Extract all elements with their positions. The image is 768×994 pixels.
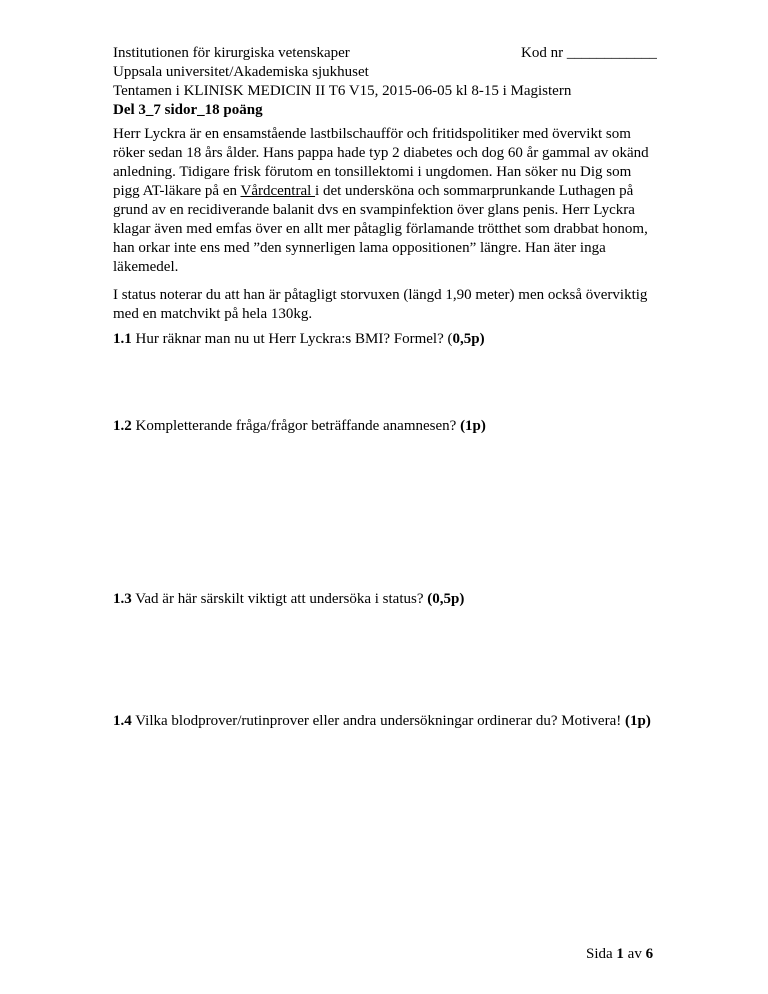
question-1-3: [113, 590, 464, 609]
case-line-text: i det undersköna och sommarprunkande Luthagen på: [315, 183, 634, 199]
question-text: Hur räknar man nu ut Herr Lyckra:s BMI? Formel? (: [131, 331, 453, 347]
exam-title: Tentamen i KLINISK MEDICIN II T6 V15, 2015-06-05 kl 8-15 i Magistern: [113, 83, 572, 99]
page-separator: av: [623, 946, 646, 962]
current-page: 1: [616, 946, 624, 962]
question-text: Vad är här särskilt viktigt att undersöka i status?: [131, 591, 428, 607]
case-line: [113, 182, 658, 201]
question-points: (1p): [460, 418, 486, 434]
question-1-4: [113, 712, 651, 731]
case-line: grund av en recidiverande balanit dvs en svampinfektion över glans penis. Herr Lyckra: [113, 202, 635, 218]
case-line: Herr Lyckra är en ensamstående lastbilschaufför och fritidspolitiker med övervikt som: [113, 126, 631, 142]
case-line: röker sedan 18 års ålder. Hans pappa hade typ 2 diabetes och dog 60 år gammal av okänd: [113, 145, 649, 161]
status-line: med en matchvikt på hela 130kg.: [113, 306, 313, 322]
status-line: I status noterar du att han är påtagligt storvuxen (längd 1,90 meter) men också överviktig: [113, 287, 648, 303]
question-number: 1.2: [113, 418, 132, 434]
question-points: (1p): [625, 713, 651, 729]
case-line: klagar även med emfas över en allt mer påtaglig förlamande trötthet som drabbat honom,: [113, 221, 648, 237]
status-description: [113, 286, 658, 324]
question-number: 1.3: [113, 591, 132, 607]
section-title: Del 3_7 sidor_18 poäng: [113, 102, 263, 118]
case-description: [113, 125, 658, 277]
question-number: 1.1: [113, 331, 132, 347]
case-line-text: pigg AT-läkare på en: [113, 183, 241, 199]
university-name: Uppsala universitet/Akademiska sjukhuset: [113, 64, 369, 80]
question-1-2: [113, 417, 486, 436]
total-pages: 6: [645, 946, 654, 962]
page-number-footer: [586, 945, 653, 964]
document-header: [113, 44, 658, 120]
question-points: 0,5p): [452, 331, 485, 347]
kod-nr-field: Kod nr ____________: [521, 45, 657, 61]
case-line: läkemedel.: [113, 259, 179, 275]
case-line: anledning. Tidigare frisk förutom en tonsillektomi i ungdomen. Han söker nu Dig som: [113, 164, 632, 180]
question-text: Vilka blodprover/rutinprover eller andra undersökningar ordinerar du? Motivera!: [131, 713, 625, 729]
header-line-1: [113, 44, 658, 63]
case-line: han orkar inte ens med ”den synnerligen lama oppositionen” längre. Han äter inga: [113, 240, 606, 256]
question-points: (0,5p): [427, 591, 465, 607]
page-label: Sida: [586, 946, 617, 962]
question-text: Kompletterande fråga/frågor beträffande anamnesen?: [131, 418, 461, 434]
question-1-1: [113, 330, 485, 349]
question-number: 1.4: [113, 713, 132, 729]
vardcentral-underlined: Vårdcentral: [240, 183, 316, 199]
institution-name: Institutionen för kirurgiska vetenskaper: [113, 45, 350, 61]
